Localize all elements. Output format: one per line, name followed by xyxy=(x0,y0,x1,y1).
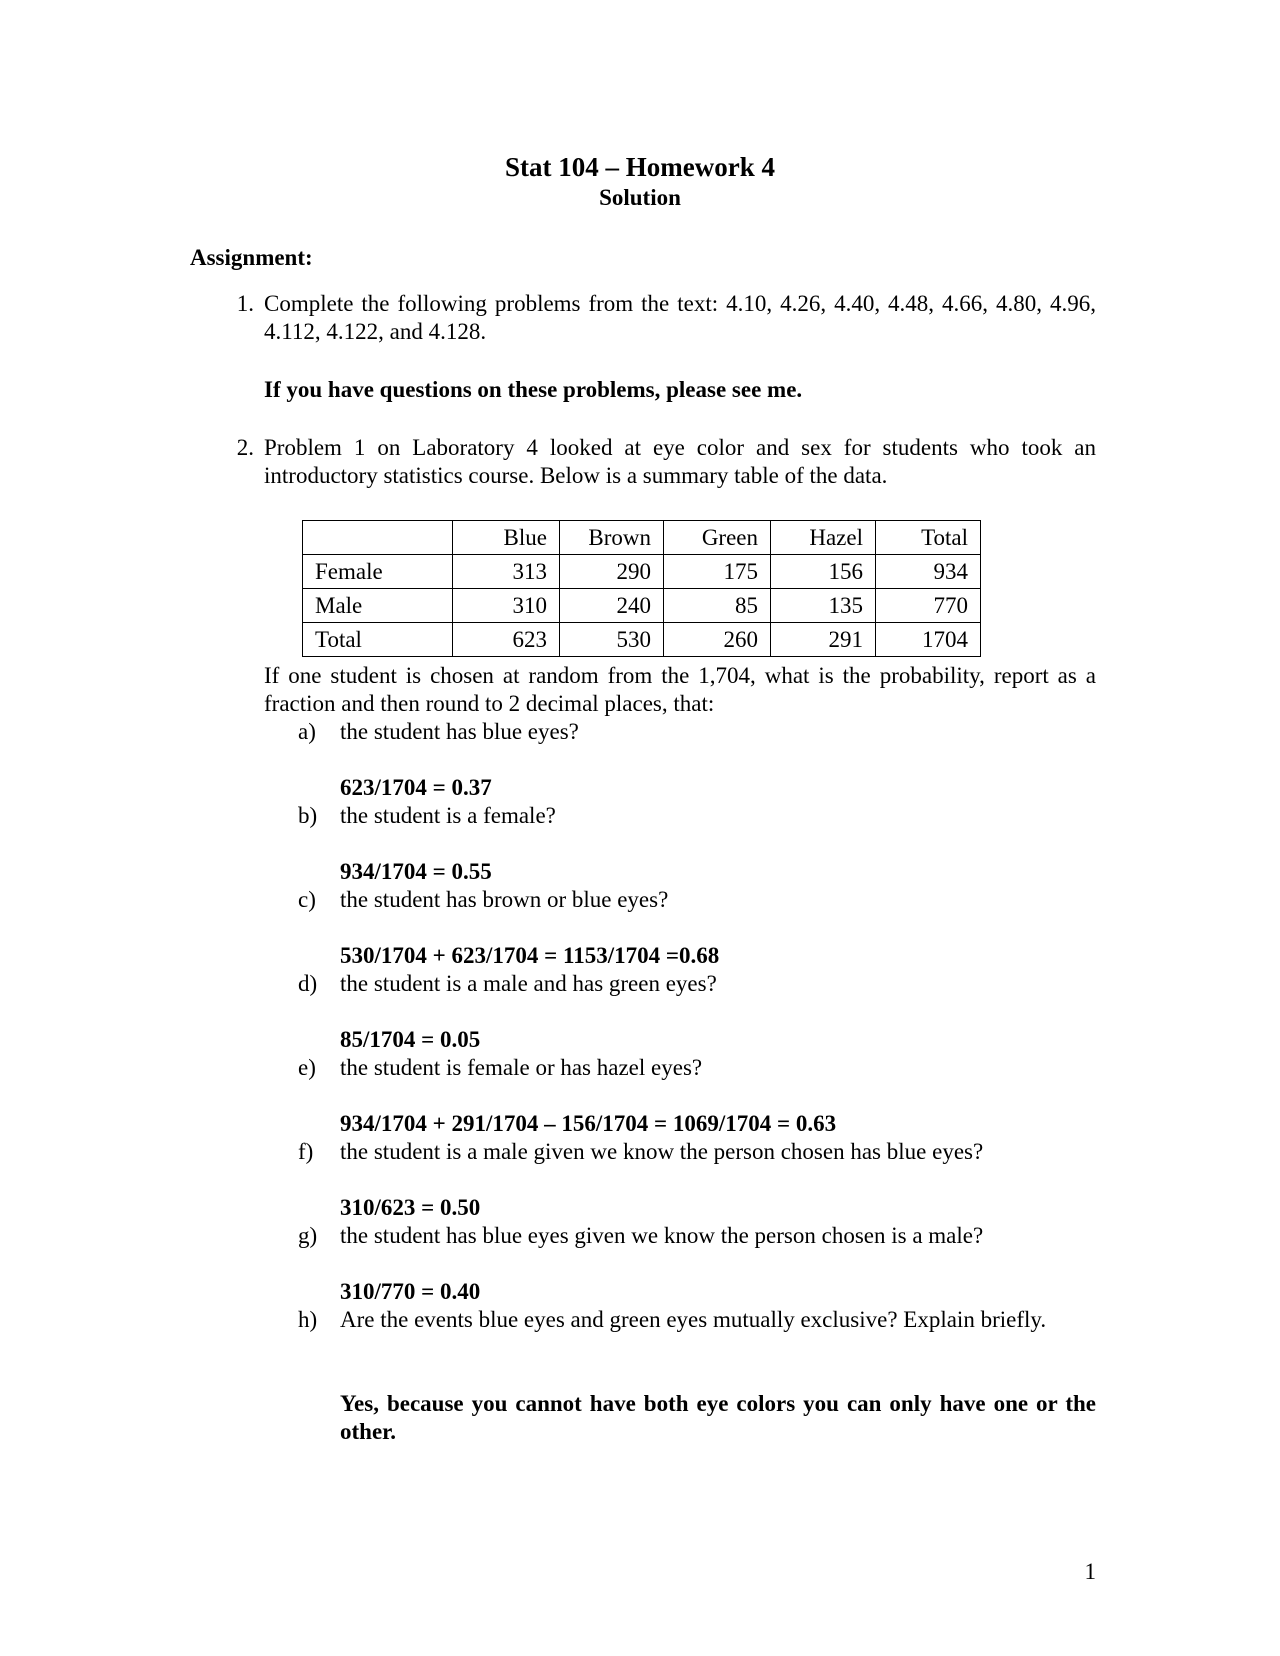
table-cell: 175 xyxy=(664,555,771,589)
question-g-text: the student has blue eyes given we know the person chosen is a male? xyxy=(340,1223,984,1248)
table-row xyxy=(303,623,981,657)
answer-h: Yes, because you cannot have both eye colors you can only have one or the other. xyxy=(340,1391,1096,1444)
table-cell: 770 xyxy=(876,589,981,623)
table-cell: 934 xyxy=(876,555,981,589)
question-g-letter: g) xyxy=(298,1223,318,1248)
table-header-cell: Green xyxy=(664,521,771,555)
answer-a: 623/1704 = 0.37 xyxy=(340,775,492,800)
table-cell: 530 xyxy=(560,623,664,657)
table-row-label: Male xyxy=(303,589,453,623)
item-1-note: If you have questions on these problems, please see me. xyxy=(264,377,803,402)
question-h-letter: h) xyxy=(298,1307,318,1332)
table-row xyxy=(303,555,981,589)
table-cell: 135 xyxy=(771,589,876,623)
question-c-text: the student has brown or blue eyes? xyxy=(340,887,669,912)
table-cell: 260 xyxy=(664,623,771,657)
answer-c: 530/1704 + 623/1704 = 1153/1704 =0.68 xyxy=(340,943,720,968)
question-e-letter: e) xyxy=(298,1055,316,1080)
item-1-number: 1. xyxy=(236,291,254,316)
table-cell: 313 xyxy=(453,555,560,589)
table-cell: 240 xyxy=(560,589,664,623)
question-f-text: the student is a male given we know the person chosen has blue eyes? xyxy=(340,1139,984,1164)
answer-e: 934/1704 + 291/1704 – 156/1704 = 1069/1704 = 0.63 xyxy=(340,1111,837,1136)
table-cell: 623 xyxy=(453,623,560,657)
question-e-text: the student is female or has hazel eyes? xyxy=(340,1055,703,1080)
question-h-text: Are the events blue eyes and green eyes mutually exclusive? Explain briefly. xyxy=(340,1307,1047,1332)
table-row-label: Total xyxy=(303,623,453,657)
page-number: 1 xyxy=(1084,1559,1096,1584)
table-cell: 310 xyxy=(453,589,560,623)
item-1-text: Complete the following problems from the text: 4.10, 4.26, 4.40, 4.48, 4.66, 4.80, 4.96, 4.112, 4.122, and 4.128. xyxy=(264,291,1096,344)
question-b-text: the student is a female? xyxy=(340,803,556,828)
table-cell: 156 xyxy=(771,555,876,589)
question-c-letter: c) xyxy=(298,887,316,912)
assignment-heading: Assignment: xyxy=(190,245,313,270)
answer-f: 310/623 = 0.50 xyxy=(340,1195,481,1220)
table-cell: 290 xyxy=(560,555,664,589)
table-row xyxy=(303,589,981,623)
table-cell: 1704 xyxy=(876,623,981,657)
document-subtitle: Solution xyxy=(599,185,681,210)
table-header-row xyxy=(303,521,981,555)
answer-g: 310/770 = 0.40 xyxy=(340,1279,481,1304)
item-2-number: 2. xyxy=(236,435,254,460)
table-header-cell: Brown xyxy=(560,521,664,555)
table-header-cell: Hazel xyxy=(771,521,876,555)
question-a-letter: a) xyxy=(298,719,316,744)
answer-d: 85/1704 = 0.05 xyxy=(340,1027,481,1052)
answer-b: 934/1704 = 0.55 xyxy=(340,859,492,884)
question-f-letter: f) xyxy=(298,1139,314,1164)
question-a-text: the student has blue eyes? xyxy=(340,719,579,744)
question-d-text: the student is a male and has green eyes? xyxy=(340,971,717,996)
table-row-label: Female xyxy=(303,555,453,589)
table-header-cell: Blue xyxy=(453,521,560,555)
probability-intro: If one student is chosen at random from the 1,704, what is the probability, report as a fraction and then round to 2 decimal places, that: xyxy=(264,663,1096,716)
document-title: Stat 104 – Homework 4 xyxy=(505,152,775,182)
question-b-letter: b) xyxy=(298,803,318,828)
eye-color-table xyxy=(302,520,981,657)
question-d-letter: d) xyxy=(298,971,318,996)
item-2-text: Problem 1 on Laboratory 4 looked at eye color and sex for students who took an introductory statistics course. Below is a summary table of the data. xyxy=(264,435,1096,488)
table-cell: 291 xyxy=(771,623,876,657)
table-header-corner xyxy=(303,521,453,555)
table-header-cell: Total xyxy=(876,521,981,555)
table-cell: 85 xyxy=(664,589,771,623)
